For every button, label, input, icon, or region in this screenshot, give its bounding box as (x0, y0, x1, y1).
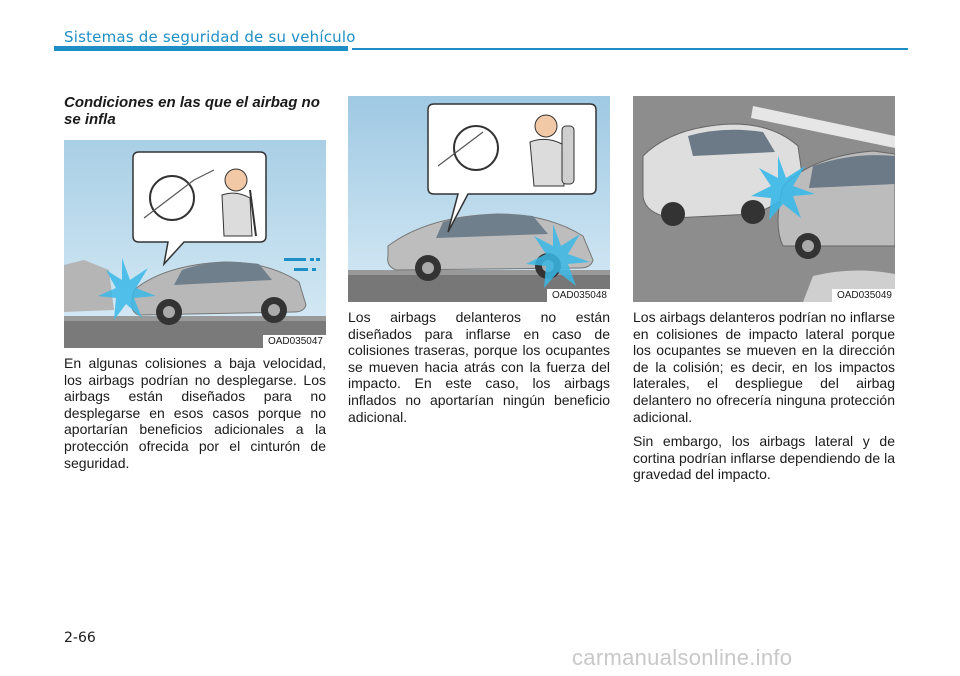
figure-code: OAD035049 (832, 289, 895, 302)
side-impact-illustration-icon (633, 96, 895, 302)
section-heading: Condiciones en las que el airbag no se infla (64, 94, 320, 128)
figure-side-impact (633, 96, 895, 302)
header-title: Sistemas de seguridad de su vehículo (64, 28, 356, 46)
figure-rear-impact (348, 96, 610, 302)
paragraph: Los airbags delanteros podrían no inflarse en colisiones de impacto lateral porque los ocupantes se mueven en la dirección de la colisión; es decir, en los impactos laterales, el despliegue del airbag delantero no ofrecería ninguna protección adicional. (633, 309, 895, 425)
column-3-text (633, 309, 895, 491)
column-1-text (64, 355, 326, 479)
rear-collision-illustration-icon (64, 140, 326, 348)
column-2-text (348, 309, 610, 433)
paragraph: Sin embargo, los airbags lateral y de cortina podrían inflarse dependiendo de la gravedad del impacto. (633, 433, 895, 483)
figure-code: OAD035048 (547, 289, 610, 302)
watermark: carmanualsonline.info (572, 645, 793, 670)
figure-rear-low-speed (64, 140, 326, 348)
paragraph: En algunas colisiones a baja velocidad, los airbags podrían no desplegarse. Los airbags están diseñados para no desplegarse en esos casos porque no aportarían beneficios adicionales a la protección ofrecida por el cinturón de seguridad. (64, 355, 326, 471)
page-number: 2-66 (64, 630, 96, 646)
rear-impact-illustration-icon (348, 96, 610, 302)
header-bar (54, 46, 348, 51)
paragraph: Los airbags delanteros no están diseñados para inflarse en caso de colisiones traseras, porque los ocupantes se mueven hacia atrás con la fuerza del impacto. En este caso, los airbags inflados no aportarían ningún beneficio adicional. (348, 309, 610, 425)
figure-code: OAD035047 (263, 335, 326, 348)
header-rule (352, 48, 908, 50)
